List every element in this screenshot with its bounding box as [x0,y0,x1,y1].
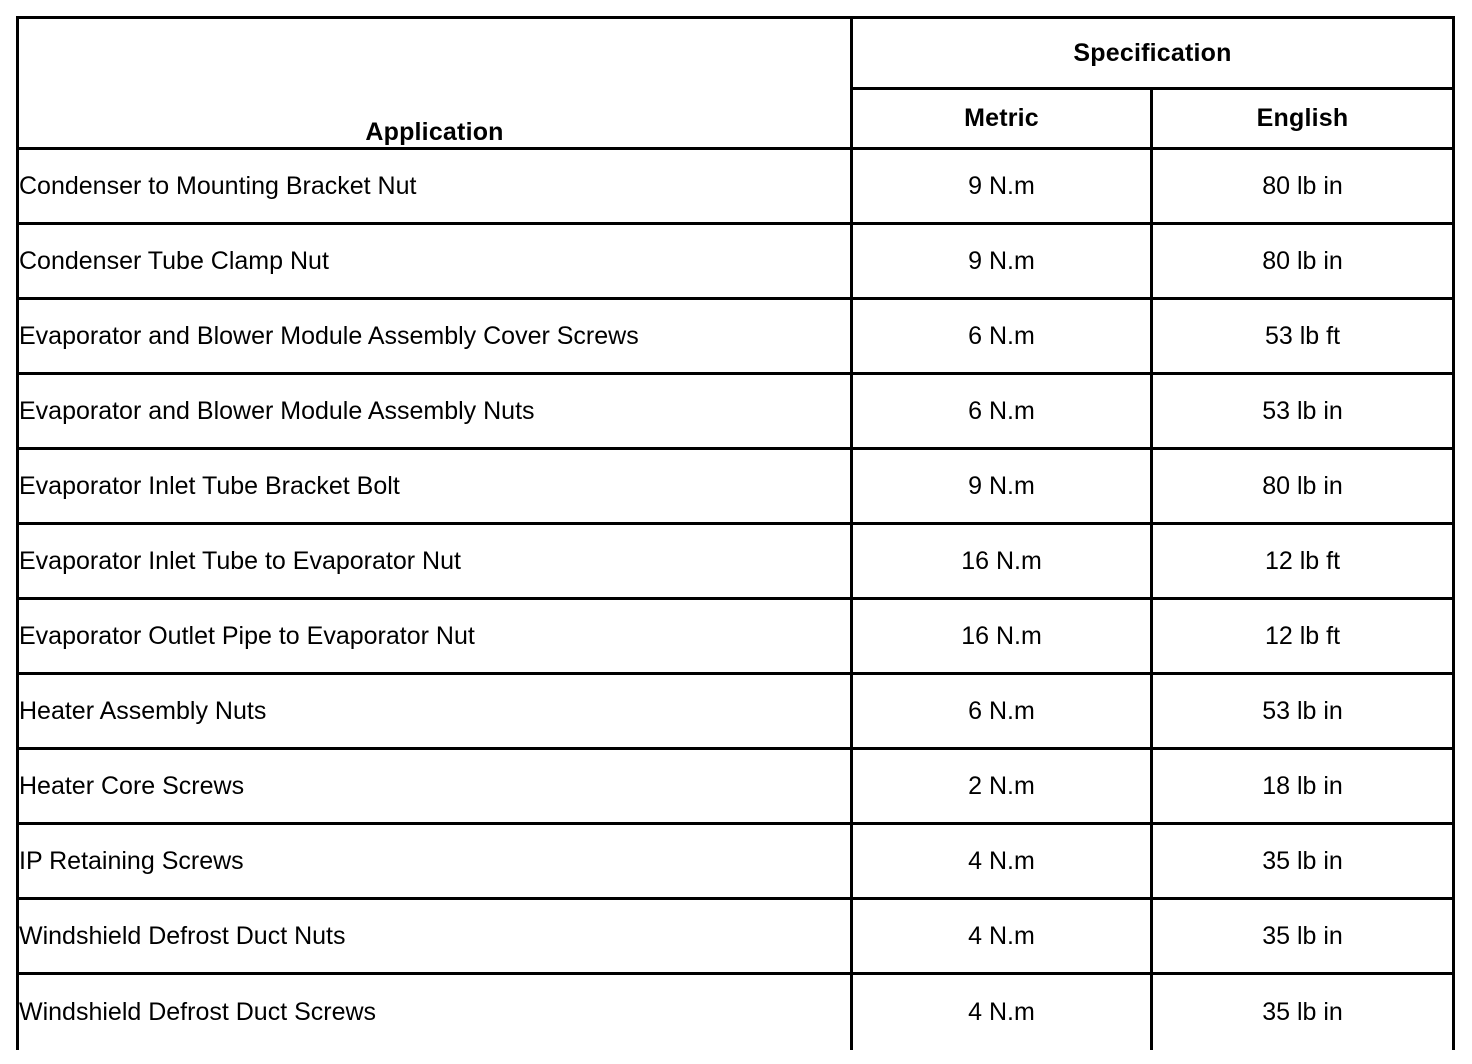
application-header: Application [18,18,852,149]
table-row [18,674,1454,749]
application-cell: Windshield Defrost Duct Screws [18,974,852,1050]
header-row-top [18,18,1454,89]
english-cell: 35 lb in [1152,824,1454,899]
english-cell: 35 lb in [1152,899,1454,974]
metric-cell: 9 N.m [852,449,1152,524]
metric-cell: 16 N.m [852,599,1152,674]
english-cell: 80 lb in [1152,449,1454,524]
application-cell: Heater Core Screws [18,749,852,824]
metric-cell: 6 N.m [852,374,1152,449]
english-cell: 12 lb ft [1152,524,1454,599]
application-cell: Evaporator and Blower Module Assembly Nuts [18,374,852,449]
metric-cell: 6 N.m [852,299,1152,374]
application-cell: Evaporator and Blower Module Assembly Cover Screws [18,299,852,374]
table-row [18,449,1454,524]
english-cell: 18 lb in [1152,749,1454,824]
application-cell: Evaporator Inlet Tube Bracket Bolt [18,449,852,524]
metric-header: Metric [852,89,1152,149]
application-cell: Condenser to Mounting Bracket Nut [18,149,852,224]
english-cell: 35 lb in [1152,974,1454,1050]
table-row [18,374,1454,449]
table-row [18,149,1454,224]
english-cell: 53 lb in [1152,374,1454,449]
metric-cell: 4 N.m [852,824,1152,899]
application-cell: Condenser Tube Clamp Nut [18,224,852,299]
metric-cell: 16 N.m [852,524,1152,599]
fastener-specification-table [16,16,1455,1050]
application-cell: Heater Assembly Nuts [18,674,852,749]
english-cell: 53 lb ft [1152,299,1454,374]
metric-cell: 9 N.m [852,224,1152,299]
metric-cell: 4 N.m [852,974,1152,1050]
metric-cell: 9 N.m [852,149,1152,224]
table-row [18,974,1454,1050]
table-row [18,824,1454,899]
application-cell: Windshield Defrost Duct Nuts [18,899,852,974]
table-row [18,524,1454,599]
english-cell: 12 lb ft [1152,599,1454,674]
specification-header: Specification [852,18,1454,89]
table-row [18,899,1454,974]
table-row [18,224,1454,299]
application-cell: Evaporator Outlet Pipe to Evaporator Nut [18,599,852,674]
application-cell: Evaporator Inlet Tube to Evaporator Nut [18,524,852,599]
english-header: English [1152,89,1454,149]
metric-cell: 6 N.m [852,674,1152,749]
metric-cell: 4 N.m [852,899,1152,974]
english-cell: 53 lb in [1152,674,1454,749]
table-row [18,749,1454,824]
english-cell: 80 lb in [1152,224,1454,299]
table-row [18,299,1454,374]
metric-cell: 2 N.m [852,749,1152,824]
english-cell: 80 lb in [1152,149,1454,224]
application-cell: IP Retaining Screws [18,824,852,899]
table-row [18,599,1454,674]
